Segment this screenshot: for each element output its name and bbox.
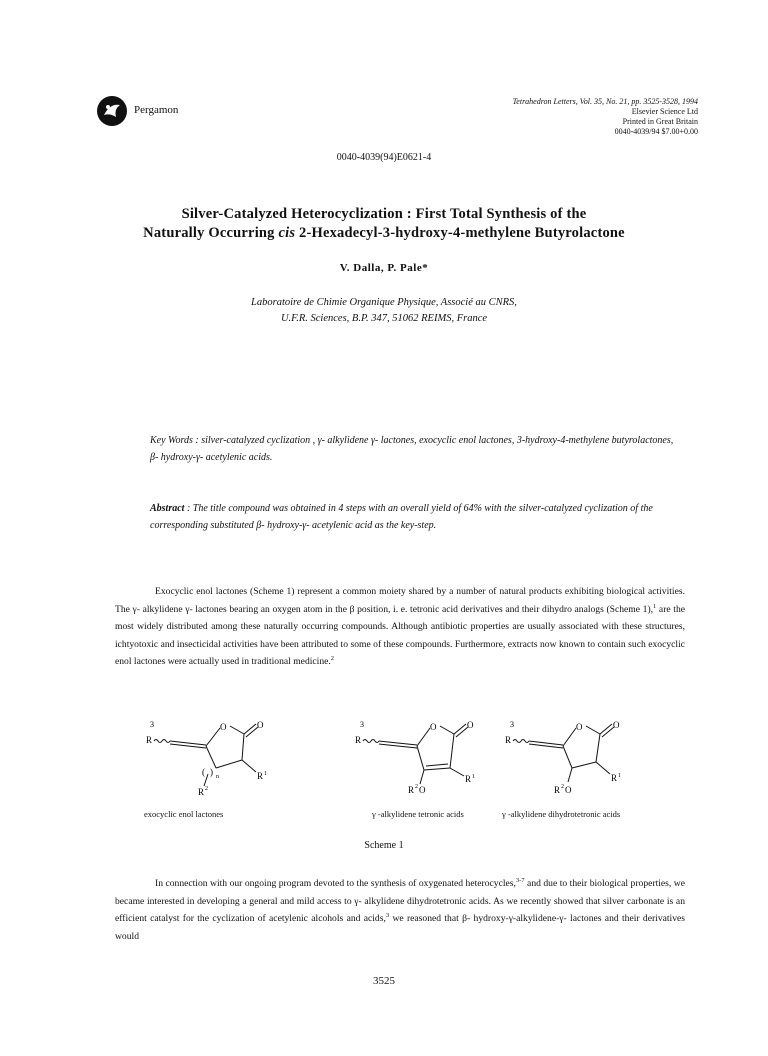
- body-paragraph-2: [115, 875, 685, 945]
- journal-line-4: 0040-4039/94 $7.00+0.00: [614, 127, 698, 136]
- title-line-2: [40, 224, 728, 243]
- publisher-name: Pergamon: [134, 104, 179, 116]
- publisher-logo: [96, 95, 128, 127]
- carbonyl-o: O: [467, 720, 474, 730]
- n-subscript: n: [216, 774, 219, 780]
- ref-1: 1: [653, 602, 657, 610]
- r1-label: R: [611, 773, 618, 783]
- caption-dihydrotetronic-acids: γ -alkylidene dihydrotetronic acids: [502, 809, 621, 819]
- caption-tetronic-acids: γ -alkylidene tetronic acids: [372, 809, 464, 819]
- r1-label: R: [257, 771, 264, 781]
- journal-citation: [513, 97, 698, 137]
- ring-o: O: [576, 722, 583, 732]
- label-3: 3: [510, 720, 514, 729]
- journal-line-1: Tetrahedron Letters, Vol. 35, No. 21, pp. 3525-3528, 1994: [512, 97, 698, 106]
- paper-title: [40, 205, 728, 243]
- affiliation-line-2: U.F.R. Sciences, B.P. 347, 51062 REIMS, France: [280, 313, 488, 324]
- carbonyl-o: O: [257, 720, 264, 730]
- abstract-label: Abstract: [150, 503, 185, 514]
- abstract: [150, 500, 680, 534]
- label-r: R: [355, 735, 362, 745]
- r1-sup: 1: [472, 774, 475, 780]
- r2-sup: 2: [561, 784, 564, 790]
- label-3: 3: [150, 720, 154, 729]
- affiliation-line-1: Laboratoire de Chimie Organique Physique, Associé au CNRS,: [251, 297, 517, 308]
- r1-label: R: [465, 774, 472, 784]
- abstract-text: : The title compound was obtained in 4 steps with an overall yield of 64% with the silver-catalyzed cyclization of the corresponding substituted β- hydroxy-γ- acetylenic acid as the key-step.: [150, 503, 653, 531]
- caption-exocyclic-enol-lactones: exocyclic enol lactones: [144, 809, 224, 819]
- ref-3-7: 3-7: [515, 876, 525, 884]
- ref-3: 3: [385, 911, 390, 919]
- label-r: R: [505, 735, 512, 745]
- scheme-label: Scheme 1: [364, 840, 404, 851]
- para2-text-3: we reasoned that β- hydroxy-γ-alkylidene-γ- lactones and their derivatives would: [115, 913, 685, 942]
- page-number: 3525: [373, 975, 395, 987]
- authors: V. Dalla, P. Pale*: [339, 262, 429, 274]
- r1-sup: 1: [618, 773, 621, 779]
- carbonyl-o: O: [613, 720, 620, 730]
- title-part-c: 2-Hexadecyl-3-hydroxy-4-methylene Butyrolactone: [299, 225, 625, 241]
- body-paragraph-1: [115, 583, 685, 671]
- journal-line-2: Elsevier Science Ltd: [631, 107, 698, 116]
- r2-label: R: [198, 787, 205, 797]
- r2-label: R: [554, 785, 561, 795]
- para1-text-1: Exocyclic enol lactones (Scheme 1) represent a common moiety shared by a number of natural products exhibiting biological activities. The γ- alkylidene γ- lactones bearing an oxygen atom in the β position, i. e. tetronic acid derivatives and their dihydro analogs (Scheme 1),: [115, 586, 685, 615]
- title-line-1: Silver-Catalyzed Heterocyclization : First Total Synthesis of the: [181, 206, 587, 222]
- ring-o: O: [220, 722, 227, 732]
- para1-text-2: are the most widely distributed among these naturally occurring compounds. Although antibiotic properties are usually associated with these structures, ichtyotoxic and insecticidal activities have been attributed to some of these compounds. Furthermore, extracts now known to contain such exocyclic enol lactones were actually used in traditional medicine.: [115, 603, 685, 667]
- ref-2: 2: [330, 654, 335, 662]
- scheme-1-figure: [130, 712, 690, 832]
- paren-open: (: [202, 767, 205, 777]
- title-part-cis: cis: [278, 225, 296, 241]
- label-r: R: [146, 735, 153, 745]
- label-3: 3: [360, 720, 364, 729]
- paren-close: ): [210, 767, 213, 777]
- para2-text-2: and due to their biological properties, we became interested in developing a general and mild access to γ- alkylidene dihydrotetronic acids. As we recently showed that silver carbonate is an efficient catalyst for the cyclization of acetylenic alcohols and acids,: [115, 878, 685, 924]
- r2o-o: O: [565, 785, 572, 795]
- r1-sup: 1: [264, 771, 267, 777]
- structure-dihydrotetronic-acid: [505, 720, 621, 795]
- journal-line-3: Printed in Great Britain: [622, 117, 698, 126]
- r2-sup: 2: [415, 784, 418, 790]
- r2-label: R: [408, 785, 415, 795]
- r2-sup: 2: [205, 786, 208, 792]
- r2o-o: O: [419, 785, 426, 795]
- para2-text-1: In connection with our ongoing program devoted to the synthesis of oxygenated heterocycles,: [155, 878, 516, 889]
- keywords: [150, 432, 680, 466]
- keywords-text: silver-catalyzed cyclization , γ- alkylidene γ- lactones, exocyclic enol lactones, 3-hydroxy-4-methylene butyrolactones, β- hydroxy-γ- acetylenic acids.: [150, 435, 674, 463]
- title-part-a: Naturally Occurring: [143, 225, 275, 241]
- structure-tetronic-acid: [355, 720, 475, 795]
- structure-exocyclic-enol-lactone: [146, 720, 267, 797]
- doi-code: 0040-4039(94)E0621-4: [336, 152, 432, 163]
- keywords-label: Key Words :: [150, 435, 199, 446]
- ring-o: O: [430, 722, 437, 732]
- affiliation: [0, 295, 768, 327]
